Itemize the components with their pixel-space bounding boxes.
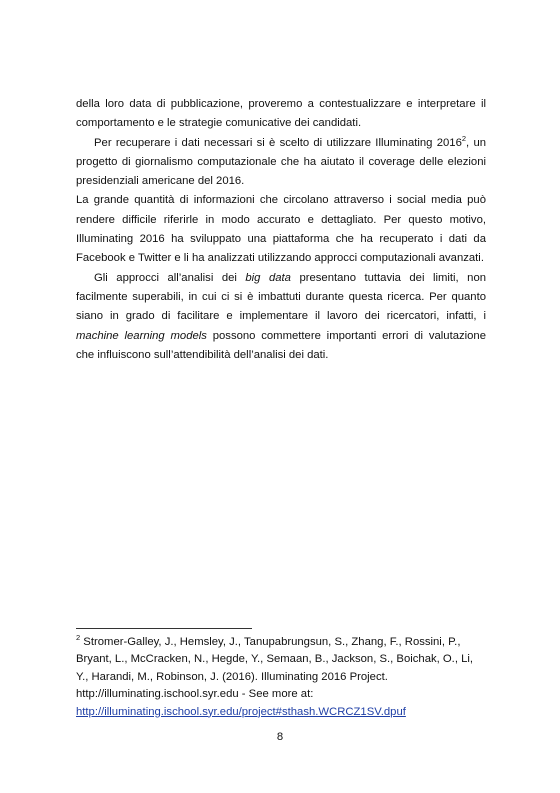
paragraph-1: della loro data di pubblicazione, proveremo a contestualizzare e interpretare il comportamento e le strategie comunicative dei candidati. — [76, 98, 486, 130]
footnote-link[interactable]: http://illuminating.ischool.syr.edu/project#sthash.WCRCZ1SV.dpuf — [76, 705, 406, 718]
footnote-marker: 2 — [76, 633, 81, 643]
footnote-text: Stromer-Galley, J., Hemsley, J., Tanupabrungsun, S., Zhang, F., Rossini, P., Bryant, L., McCracken, N., Hegde, Y., Semaan, B., Jackson, S., Boichak, O., Li, Y., Harandi, M., Robinson, J. (2016). Illuminating 2016 Project. http://illuminating.ischool.syr.edu - See more at: — [76, 636, 474, 701]
footnote — [76, 634, 486, 721]
term-machine-learning-models: machine learning models — [76, 329, 207, 342]
page-number: 8 — [276, 731, 284, 743]
paragraph-4: Gli approcci all’analisi dei big data presentano tuttavia dei limiti, non facilmente superabili, in cui ci si è imbattuti durante questa ricerca. Per quanto siano in grado di facilitare e implementare il lavoro dei ricercatori, infatti, i machine learning models possono commettere importanti errori di valutazione che influiscono sull’attendibilità dell’analisi dei dati. — [76, 271, 487, 361]
paragraph-2: Per recuperare i dati necessari si è scelto di utilizzare Illuminating 2016$^2$, un progetto di giornalismo computazionale che ha aiutato il coverage delle elezioni presidenziali americane del 2016. — [76, 133, 487, 188]
body-text — [76, 95, 486, 365]
paragraph-3: La grande quantità di informazioni che circolano attraverso i social media può rendere difficile riferirle in modo accurato e dettagliato. Per questo motivo, Illuminating 2016 ha sviluppato una piattaforma che ha recuperato i dati da Facebook e Twitter e li ha analizzati utilizzando approcci computazionali avanzati. — [76, 194, 486, 265]
footnote-reference[interactable]: 2 — [461, 133, 467, 143]
footnote-separator — [76, 628, 252, 629]
term-big-data: big data — [245, 271, 291, 284]
